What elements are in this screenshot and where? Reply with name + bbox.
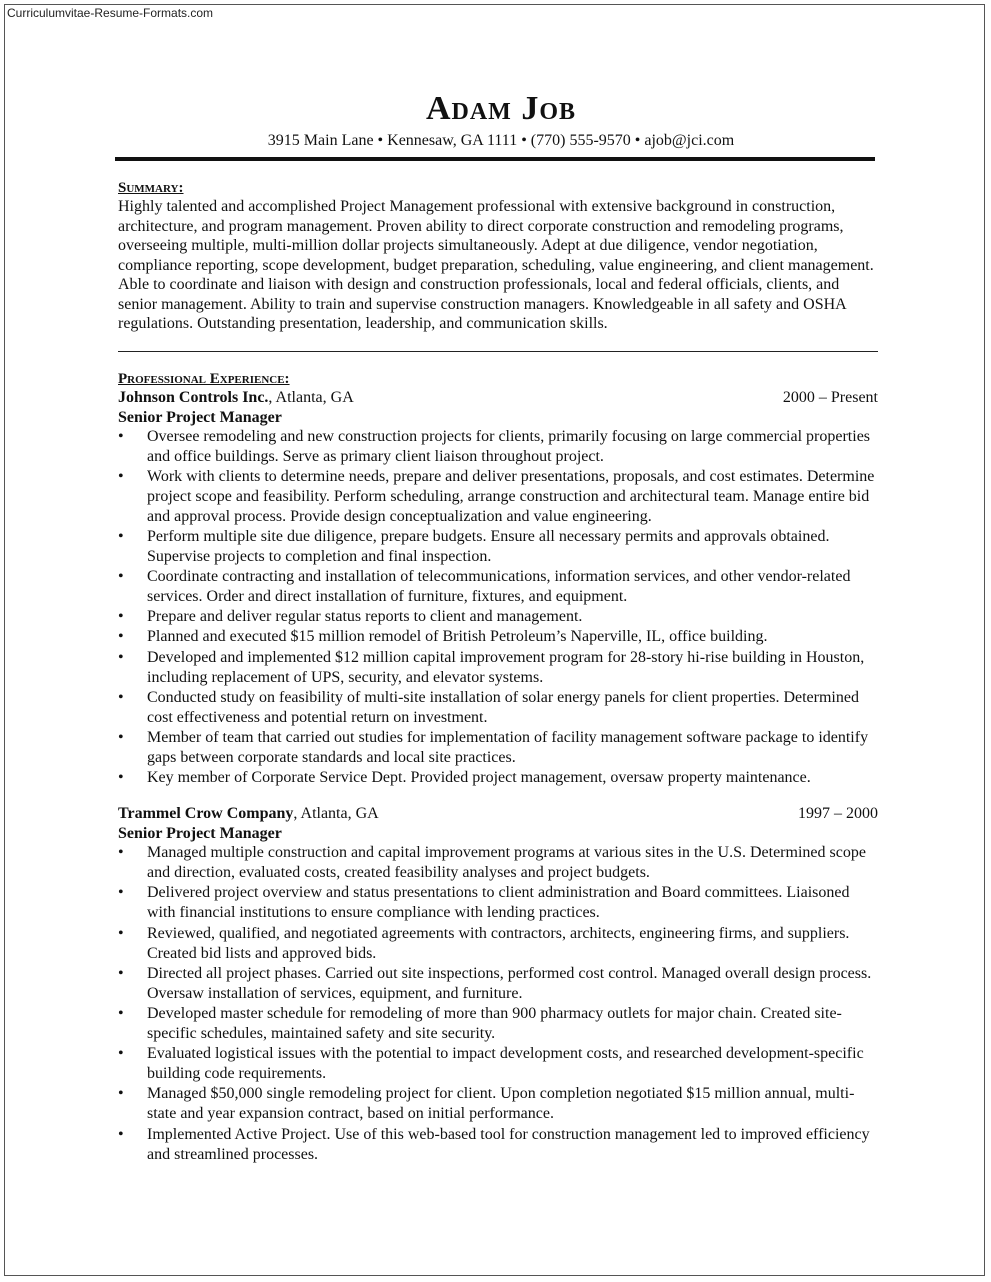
list-item: • Oversee remodeling and new construction projects for clients, primarily focusing on large commercial properties and office buildings. Serve as primary client liaison throughout project. [118, 427, 871, 465]
employer [118, 388, 354, 408]
list-item: • Reviewed, qualified, and negotiated agreements with contractors, architects, engineering firms, and suppliers. Created bid lists and approved bids. [118, 924, 850, 962]
bullet-icon: • [118, 1004, 124, 1022]
company-name: Johnson Controls Inc. [118, 388, 269, 406]
list-item: • Planned and executed $15 million remodel of British Petroleum’s Naperville, IL, office building. [118, 627, 878, 647]
list-item: • Perform multiple site due diligence, prepare budgets. Ensure all necessary permits and approvals obtained. Supervise projects to completion and final inspection. [118, 527, 830, 566]
header-divider [115, 157, 875, 161]
candidate-name: Adam Job [425, 90, 577, 127]
bullet-icon: • [118, 527, 124, 545]
bullet-icon: • [118, 844, 124, 862]
list-item: • Key member of Corporate Service Dept. Provided project management, oversaw property maintenance. [118, 768, 878, 788]
bullet-icon: • [118, 688, 124, 706]
experience-heading: Professional Experience: [118, 370, 290, 387]
summary-heading: Summary: [118, 180, 184, 196]
bullet-icon: • [118, 964, 124, 982]
list-item: • Delivered project overview and status presentations to client administration and Board committees. Liaisoned with financial institutions to ensure compliance with lending practices. [118, 884, 850, 922]
job-bullet-list [118, 843, 878, 1165]
resume-page [118, 88, 878, 1165]
bullet-icon: • [118, 568, 124, 586]
job-header [118, 804, 878, 824]
job-dates: 2000 – Present [782, 388, 878, 406]
list-item: • Managed multiple construction and capital improvement programs at various sites in the U.S. Determined scope and direction, evaluated costs, created feasibility analyses and project budgets. [118, 844, 866, 882]
list-item: • Developed master schedule for remodeling of more than 900 pharmacy outlets for major chain. Created site-specific schedules, maintained safety and site security. [118, 1004, 842, 1043]
summary-paragraph: Highly talented and accomplished Project Management professional with extensive background in construction, architecture, and program management. Proven ability to direct corporate construction and remodeling programs, overseeing multiple, multi-million dollar projects simultaneously. Adept at due diligence, vendor negotiation, compliance reporting, scope development, budget preparation, scheduling, value engineering, and client management. Able to coordinate and liaison with design and construction professionals, local and federal officials, clients, and senior management. Ability to train and supervise construction managers. Knowledgeable in all safety and OSHA regulations. Outstanding presentation, leadership, and communication skills. [118, 198, 874, 332]
bullet-icon: • [118, 728, 124, 746]
employer [118, 804, 379, 824]
bullet-icon: • [118, 1045, 124, 1063]
bullet-icon: • [118, 427, 124, 445]
company-name: Trammel Crow Company [118, 805, 294, 823]
bullet-icon: • [118, 467, 124, 485]
list-item: • Implemented Active Project. Use of this web-based tool for construction management led to improved efficiency and streamlined processes. [118, 1125, 870, 1163]
bullet-icon: • [118, 924, 124, 942]
job-dates: 1997 – 2000 [798, 805, 878, 823]
list-item: • Developed and implemented $12 million capital improvement program for 28-story hi-rise building in Houston, including replacement of UPS, security, and elevator systems. [118, 648, 865, 686]
section-divider [118, 351, 878, 352]
contact-line: 3915 Main Lane • Kennesaw, GA 1111 • (770) 555-9570 • ajob@jci.com [267, 132, 735, 149]
job-entry-johnson-controls [118, 388, 878, 789]
job-header [118, 388, 878, 408]
watermark: Curriculumvitae-Resume-Formats.com [7, 6, 214, 20]
bullet-icon: • [118, 769, 124, 787]
bullet-icon: • [118, 1085, 124, 1103]
list-item: • Prepare and deliver regular status reports to client and management. [118, 607, 878, 627]
bullet-icon: • [118, 628, 124, 646]
job-bullet-list [118, 427, 878, 789]
list-item: • Conducted study on feasibility of multi-site installation of solar energy panels for client properties. Determined cost effectiveness and potential return on investment. [118, 688, 859, 726]
bullet-icon: • [118, 1125, 124, 1143]
bullet-icon: • [118, 608, 124, 626]
job-entry-trammel-crow [118, 804, 878, 1165]
company-location: , Atlanta, GA [293, 805, 379, 823]
list-item: • Managed $50,000 single remodeling project for client. Upon completion negotiated $15 million annual, multi-state and year expansion contract, based on initial performance. [118, 1085, 855, 1123]
list-item: • Coordinate contracting and installation of telecommunications, information services, and other vendor-related services. Order and direct installation of furniture, fixtures, and equipment. [118, 568, 851, 606]
company-location: , Atlanta, GA [268, 388, 354, 406]
job-title: Senior Project Manager [118, 408, 282, 426]
list-item: • Work with clients to determine needs, prepare and deliver presentations, proposals, and cost estimates. Determine project scope and feasibility. Perform scheduling, arrange construction and architectural team. Manage entire bid and approval process. Provide design conceptualization and value engineering. [118, 467, 875, 525]
bullet-icon: • [118, 648, 124, 666]
list-item: • Directed all project phases. Carried out site inspections, performed cost control. Managed overall design process. Oversaw installation of services, equipment, and furniture. [118, 964, 872, 1002]
bullet-icon: • [118, 884, 124, 902]
job-title: Senior Project Manager [118, 825, 282, 843]
list-item: • Evaluated logistical issues with the potential to impact development costs, and researched development-specific building code requirements. [118, 1045, 864, 1083]
list-item: • Member of team that carried out studies for implementation of facility management software package to identify gaps between corporate standards and local site practices. [118, 728, 869, 766]
